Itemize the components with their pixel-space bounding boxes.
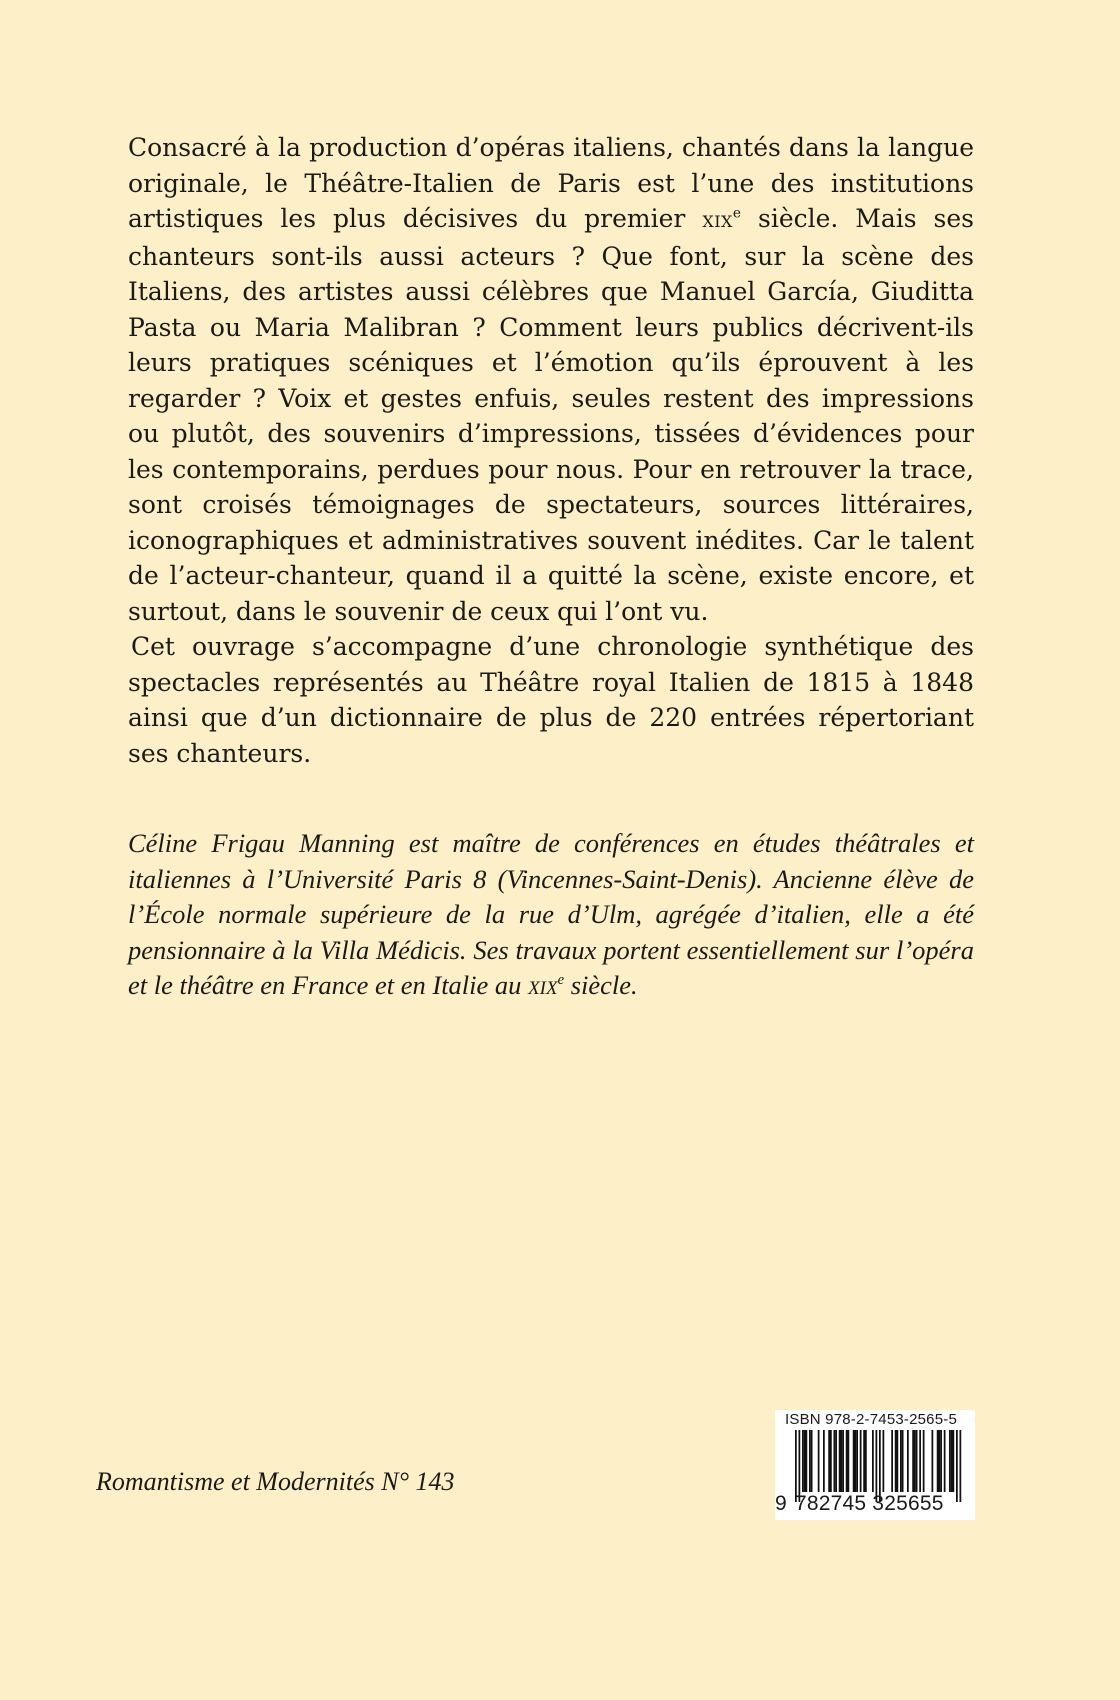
barcode-bar: [865, 1430, 867, 1492]
ean-first-digit: 9: [775, 1492, 787, 1515]
ean-remaining-digits: 782745 325655: [795, 1492, 944, 1515]
barcode-bar: [806, 1430, 808, 1492]
barcode-bar: [953, 1430, 955, 1492]
barcode-bar: [842, 1430, 844, 1492]
barcode-bar: [872, 1430, 874, 1492]
barcode-bar: [811, 1430, 813, 1492]
barcode-bar: [855, 1430, 857, 1492]
barcode-bar: [891, 1430, 893, 1492]
barcode-bar: [846, 1430, 848, 1492]
series-title: Romantisme et Modernités N° 143: [96, 1467, 455, 1496]
barcode-bar: [802, 1430, 804, 1492]
barcode-bar: [897, 1430, 899, 1492]
barcode-bar: [863, 1430, 865, 1492]
barcode-bar: [937, 1430, 939, 1492]
barcode-bar: [939, 1430, 941, 1492]
barcode-bar: [809, 1430, 811, 1492]
barcode-bar: [841, 1430, 843, 1492]
barcode-bar: [900, 1430, 902, 1492]
barcode-bar: [912, 1430, 914, 1492]
barcode-bar: [923, 1430, 925, 1492]
summary-paragraph-1: [128, 130, 974, 629]
barcode-bar: [960, 1430, 962, 1502]
barcode-bar: [932, 1430, 934, 1492]
barcode-bar: [895, 1430, 897, 1492]
barcode-bar: [907, 1430, 909, 1492]
isbn-label: ISBN 978-2-7453-2565-5: [785, 1411, 958, 1428]
barcode-bar: [804, 1430, 806, 1492]
barcode-bar: [853, 1430, 855, 1492]
barcode-bar: [883, 1430, 885, 1492]
bio-text-a: Céline Frigau Manning est maître de conférences en études théâtrales et italiennes à l’Université Paris 8 (Vincennes-Saint-Denis). Ancienne élève de l’École normale supérieure de la rue d’Ulm, agrégée d’italien, elle a été pensionnaire à la Villa Médicis. Ses travaux portent essentiellement sur l’opéra et le théâtre en France et en Italie au: [128, 828, 974, 1000]
summary-p1-text-b: siècle. Mais ses chanteurs sont-ils aussi acteurs ? Que font, sur la scène des Italiens, des artistes aussi célèbres que Manuel García, Giuditta Pasta ou Maria Malibran ? Comment leurs publics décrivent-ils leurs pratiques scéniques et l’émotion qu’ils éprouvent à les regarder ? Voix et gestes enfuis, seules restent des impressions ou plutôt, des souvenirs d’impressions, tissées d’évidences pour les contemporains, perdues pour nous. Pour en retrouver la trace, sont croisés témoignages de spectateurs, sources littéraires, iconographiques et administratives souvent inédites. Car le talent de l’acteur-chanteur, quand il a quitté la scène, existe encore, et surtout, dans le souvenir de ceux qui l’ont vu.: [128, 204, 974, 626]
barcode-bar: [902, 1430, 904, 1492]
barcode-bar: [940, 1430, 942, 1492]
barcode-bar: [949, 1430, 951, 1492]
barcode-bar: [835, 1430, 837, 1492]
back-cover-summary: [128, 130, 974, 771]
barcode-bar: [914, 1430, 916, 1492]
barcode-bar: [951, 1430, 953, 1492]
barcode-bar: [916, 1430, 918, 1492]
century-numeral: xix: [702, 207, 733, 233]
bio-century-superscript: e: [557, 972, 565, 989]
barcode-bar: [848, 1430, 850, 1492]
author-bio: [128, 826, 974, 1004]
barcode-bar: [944, 1430, 946, 1492]
barcode-bar: [828, 1430, 830, 1492]
isbn-barcode: [775, 1410, 975, 1520]
barcode-bar: [956, 1430, 958, 1502]
summary-paragraph-2: Cet ouvrage s’accompagne d’une chronologie synthétique des spectacles représentés au Théâtre royal Italien de 1815 à 1848 ainsi que d’un dictionnaire de plus de 220 entrées répertoriant ses chanteurs.: [128, 632, 974, 768]
century-superscript: e: [732, 205, 742, 222]
barcode-bar: [860, 1430, 862, 1492]
barcode-bar: [856, 1430, 858, 1492]
bio-text-b: siècle.: [564, 970, 638, 1000]
barcode-bar: [818, 1430, 820, 1492]
barcode-bar: [919, 1430, 921, 1492]
barcode-bar: [823, 1430, 825, 1492]
barcode-bar: [834, 1430, 836, 1492]
barcode-bar: [839, 1430, 841, 1492]
barcode-bar: [830, 1430, 832, 1492]
summary-p1-text-a: Consacré à la production d’opéras italiens, chantés dans la langue originale, le Théâtre-Italien de Paris est l’une des institutions artistiques les plus décisives du premier: [128, 133, 974, 233]
bio-century-numeral: xix: [528, 970, 558, 1000]
